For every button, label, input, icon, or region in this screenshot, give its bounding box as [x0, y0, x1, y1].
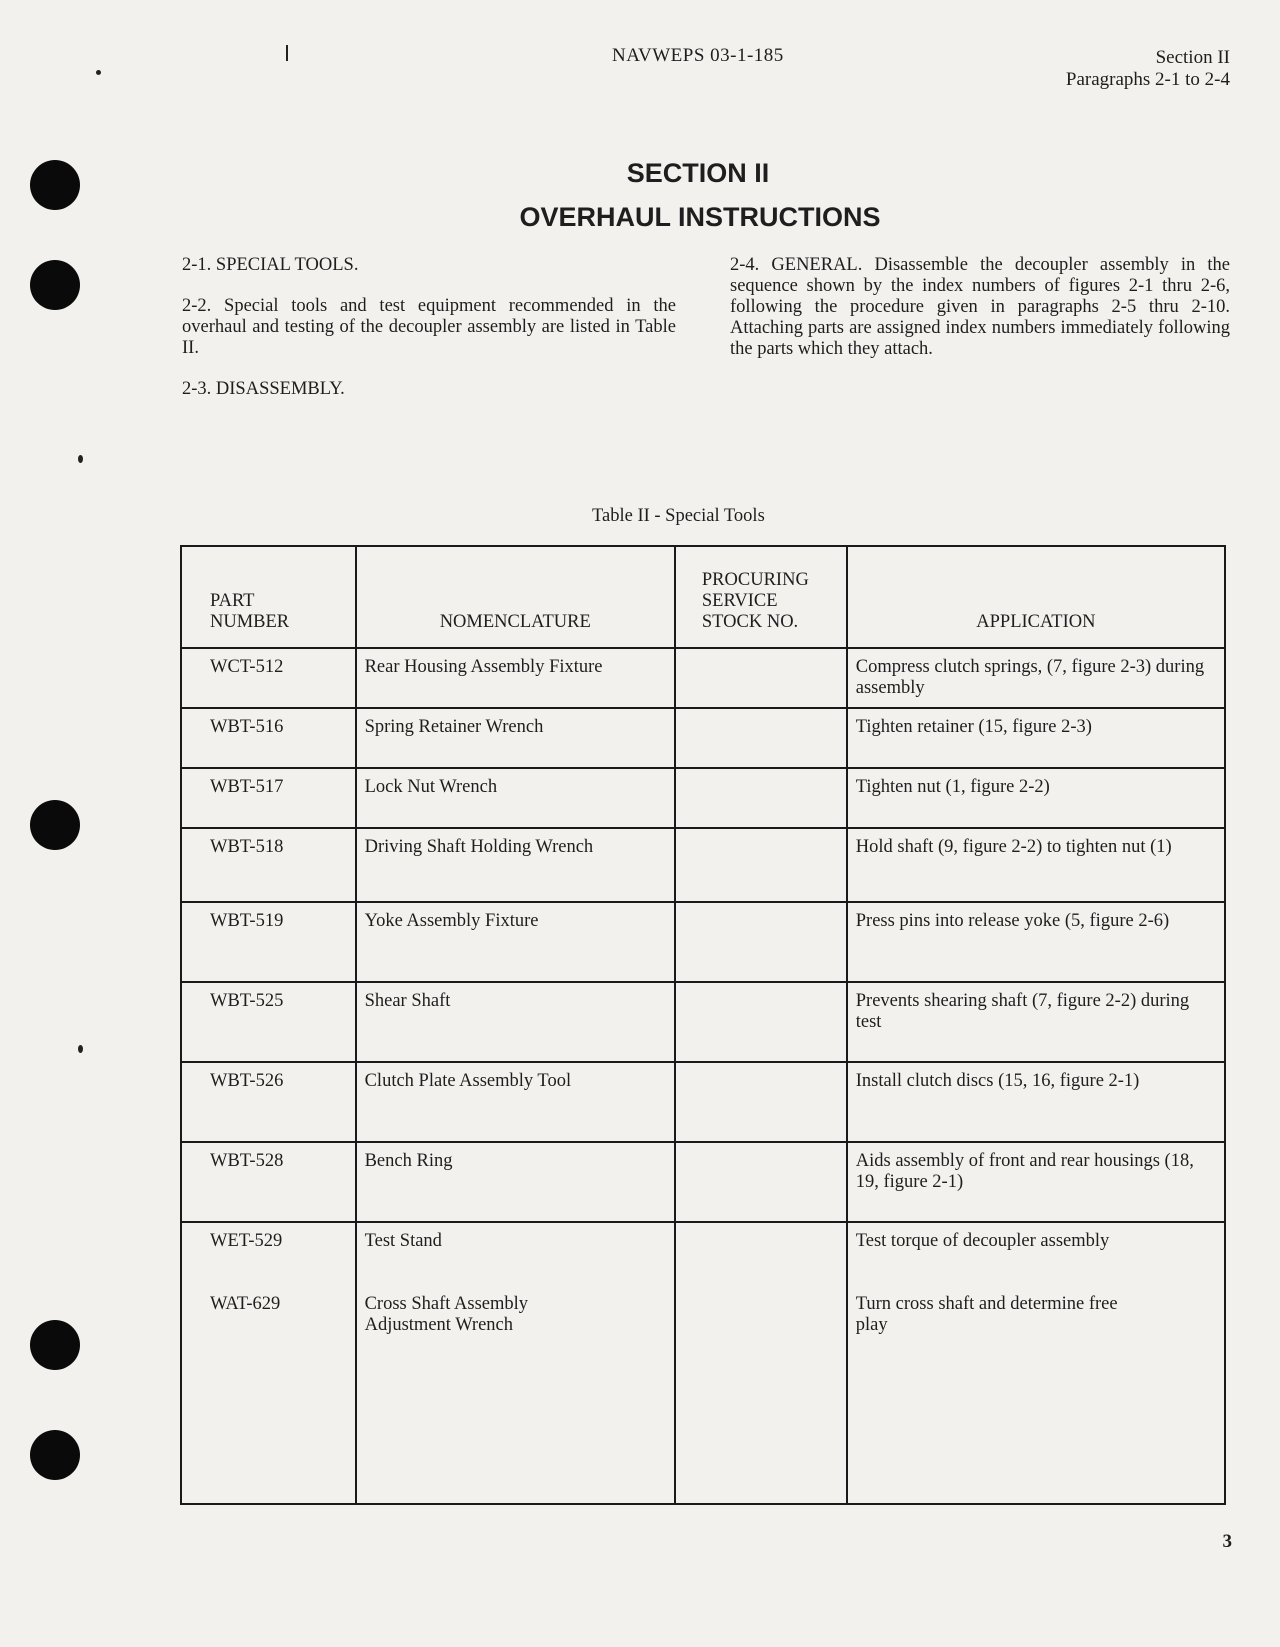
scan-speck	[78, 455, 83, 463]
cell-part-numbers	[181, 1222, 356, 1504]
part-number-wat-629: WAT-629	[210, 1294, 281, 1314]
cell-application: Compress clutch springs, (7, figure 2-3) during assembly	[847, 648, 1225, 708]
nomenclature-test-stand: Test Stand	[364, 1231, 442, 1251]
table-header-row	[181, 546, 1225, 648]
cell-stock-number	[675, 982, 847, 1062]
application-turn-cross-shaft: Turn cross shaft and determine free play	[855, 1294, 1118, 1335]
binder-hole-3	[30, 800, 80, 850]
cell-part-number: WBT-516	[181, 708, 356, 768]
cell-nomenclature: Driving Shaft Holding Wrench	[356, 828, 675, 902]
section-heading: OVERHAUL INSTRUCTIONS	[519, 202, 881, 232]
cell-application: Prevents shearing shaft (7, figure 2-2) during test	[847, 982, 1225, 1062]
cell-applications	[847, 1222, 1225, 1504]
cell-stock-number	[675, 828, 847, 902]
paragraph-2-4: 2-4. GENERAL. Disassemble the decoupler assembly in the sequence shown by the index numbers of figures 2-1 thru 2-6, following the procedure given in paragraphs 2-5 thru 2-10. Attaching parts are assigned index numbers immediately following the parts which they attach.	[730, 255, 1230, 359]
cell-nomenclature: Rear Housing Assembly Fixture	[356, 648, 675, 708]
cell-stock-number	[675, 708, 847, 768]
header-application-text: APPLICATION	[976, 612, 1096, 632]
paragraph-2-3: 2-3. DISASSEMBLY.	[182, 379, 345, 399]
cell-part-number: WBT-525	[181, 982, 356, 1062]
binder-hole-4	[30, 1320, 80, 1370]
cell-application: Press pins into release yoke (5, figure 2-6)	[847, 902, 1225, 982]
cell-stock-number	[675, 902, 847, 982]
special-tools-table	[180, 545, 1226, 1505]
header-procuring-text: PROCURING SERVICE STOCK NO.	[701, 570, 809, 632]
document-number: NAVWEPS 03-1-185	[612, 45, 784, 66]
cell-nomenclature: Spring Retainer Wrench	[356, 708, 675, 768]
cell-part-number: WCT-512	[181, 648, 356, 708]
header-part-number-text: PART NUMBER	[210, 591, 290, 632]
left-column	[182, 255, 676, 420]
table-row	[181, 982, 1225, 1062]
binder-hole-5	[30, 1430, 80, 1480]
cell-part-number: WBT-518	[181, 828, 356, 902]
cell-nomenclature: Shear Shaft	[356, 982, 675, 1062]
part-number-wet-529: WET-529	[210, 1231, 283, 1251]
cell-nomenclatures	[356, 1222, 675, 1504]
cell-stock-number	[675, 1142, 847, 1222]
scan-speck	[78, 1045, 83, 1053]
cell-part-number: WBT-526	[181, 1062, 356, 1142]
table-row-last	[181, 1222, 1225, 1504]
cell-application: Tighten retainer (15, figure 2-3)	[847, 708, 1225, 768]
cell-application: Install clutch discs (15, 16, figure 2-1)	[847, 1062, 1225, 1142]
table-caption: Table II - Special Tools	[592, 506, 765, 526]
cell-nomenclature: Clutch Plate Assembly Tool	[356, 1062, 675, 1142]
scan-speck	[286, 45, 288, 61]
table-row	[181, 828, 1225, 902]
paragraph-2-1: 2-1. SPECIAL TOOLS.	[182, 255, 359, 275]
paragraph-range: Paragraphs 2-1 to 2-4	[1065, 69, 1230, 90]
cell-part-number: WBT-517	[181, 768, 356, 828]
table-row	[181, 768, 1225, 828]
cell-part-number: WBT-519	[181, 902, 356, 982]
page-number: 3	[1222, 1531, 1232, 1552]
section-title: SECTION II	[626, 158, 770, 188]
cell-stock-number	[675, 648, 847, 708]
nomenclature-cross-shaft: Cross Shaft Assembly Adjustment Wrench	[364, 1294, 529, 1335]
cell-application: Tighten nut (1, figure 2-2)	[847, 768, 1225, 828]
table-row	[181, 648, 1225, 708]
paragraph-2-2: 2-2. Special tools and test equipment recommended in the overhaul and testing of the decoupler assembly are listed in Table II.	[182, 296, 676, 358]
header-application	[847, 546, 1225, 648]
cell-nomenclature: Bench Ring	[356, 1142, 675, 1222]
cell-application: Aids assembly of front and rear housings (18, 19, figure 2-1)	[847, 1142, 1225, 1222]
header-nomenclature-text: NOMENCLATURE	[439, 612, 591, 632]
header-nomenclature	[356, 546, 675, 648]
cell-application: Hold shaft (9, figure 2-2) to tighten nut (1)	[847, 828, 1225, 902]
table-row	[181, 1142, 1225, 1222]
scan-speck	[96, 70, 101, 75]
cell-nomenclature: Lock Nut Wrench	[356, 768, 675, 828]
cell-nomenclature: Yoke Assembly Fixture	[356, 902, 675, 982]
header-part-number	[181, 546, 356, 648]
table-row	[181, 902, 1225, 982]
table-row	[181, 1062, 1225, 1142]
application-test-torque: Test torque of decoupler assembly	[855, 1231, 1110, 1251]
binder-hole-2	[30, 260, 80, 310]
cell-stock-number	[675, 1062, 847, 1142]
section-reference	[1066, 47, 1230, 91]
header-procuring	[675, 546, 847, 648]
cell-stock-number	[675, 768, 847, 828]
section-label: Section II	[1155, 47, 1230, 68]
right-column	[730, 255, 1230, 380]
cell-part-number: WBT-528	[181, 1142, 356, 1222]
cell-stock-number	[675, 1222, 847, 1504]
table-row	[181, 708, 1225, 768]
